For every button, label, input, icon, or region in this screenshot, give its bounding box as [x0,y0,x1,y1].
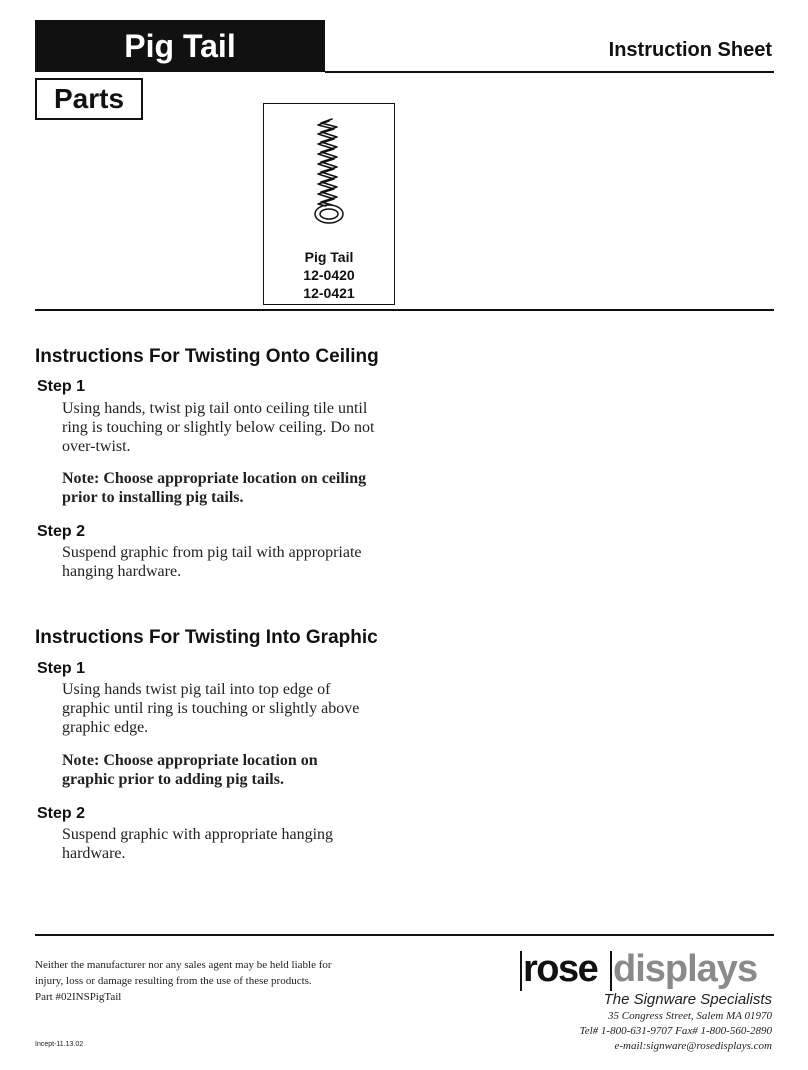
text-line: Using hands twist pig tail into top edge of [62,681,331,698]
liability-disclaimer [35,957,380,1005]
step-label: Step 1 [37,378,86,395]
section-title-ceiling: Instructions For Twisting Onto Ceiling [35,346,379,367]
step-note [62,469,412,507]
coil-spring-icon [308,116,350,226]
parts-heading-box [35,78,143,120]
part-number: 12-0420 [303,267,355,283]
step-instructions [62,543,407,581]
text-line: Suspend graphic from pig tail with appropriate [62,544,362,561]
text-line: over-twist. [62,438,131,455]
footer-divider [35,934,774,936]
part-code: Part #02INSPigTail [35,991,122,1003]
logo-divider [610,951,612,991]
part-card [263,103,395,305]
text-line: hardware. [62,845,126,862]
sheet-type-label: Instruction Sheet [608,39,772,61]
step-note [62,751,412,789]
text-line: graphic until ring is touching or slightly above [62,700,360,717]
company-email: e-mail:signware@rosedisplays.com [614,1040,772,1052]
text-line: graphic edge. [62,719,149,736]
rose-displays-logo [515,945,775,991]
text-line: Note: Choose appropriate location on [62,752,318,769]
step-instructions [62,680,407,737]
text-line: ring is touching or slightly below ceiling. Do not [62,419,375,436]
step-label: Step 2 [37,523,86,540]
step-instructions [62,825,407,863]
text-line: hanging hardware. [62,563,182,580]
company-phones: Tel# 1-800-631-9707 Fax# 1-800-560-2890 [579,1025,772,1037]
part-name: Pig Tail [304,249,354,265]
parts-heading: Parts [53,83,125,114]
logo-word-rose: rose [523,948,598,990]
text-line: Note: Choose appropriate location on ceiling [62,470,367,487]
logo-divider [520,951,522,991]
text-line: injury, loss or damage resulting from the use of these products. [35,975,312,987]
part-number: 12-0421 [303,285,355,301]
text-line: Neither the manufacturer nor any sales agent may be held liable for [35,959,332,971]
logo-word-displays: displays [613,948,758,990]
product-title: Pig Tail [124,28,236,64]
step-label: Step 1 [37,660,86,677]
section-title-graphic: Instructions For Twisting Into Graphic [35,627,378,648]
step-instructions [62,399,407,456]
section-divider [35,309,774,311]
text-line: graphic prior to adding pig tails. [62,771,284,788]
company-address: 35 Congress Street, Salem MA 01970 [608,1010,772,1022]
step-label: Step 2 [37,805,86,822]
title-banner [35,20,325,72]
text-line: prior to installing pig tails. [62,489,244,506]
company-tagline: The Signware Specialists [603,991,772,1008]
header-divider [325,71,774,73]
document-code: Incept-11.13.02 [35,1041,84,1048]
text-line: Using hands, twist pig tail onto ceiling tile until [62,400,368,417]
text-line: Suspend graphic with appropriate hanging [62,826,334,843]
